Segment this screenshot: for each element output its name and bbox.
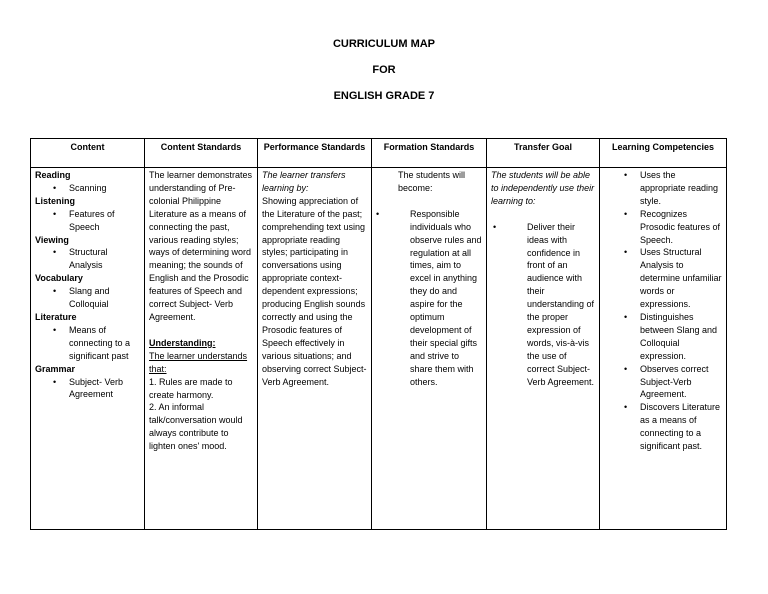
content-heading: Viewing bbox=[35, 234, 69, 245]
content-item: • Subject- Verb Agreement bbox=[35, 376, 140, 402]
content-heading: Vocabulary bbox=[35, 273, 83, 284]
content-group-reading bbox=[35, 169, 140, 195]
header-transfer-goal: Transfer Goal bbox=[487, 139, 600, 168]
performance-text: Showing appreciation of the Literature of the past; comprehending text using appropriate reading styles; participating in conversations using appropriate context-dependent expressions; producing English sounds correctly and using the Prosodic features of Speech effectively in various situations; and observing correct Subject-Verb Agreement. bbox=[262, 195, 367, 387]
cell-learning-competencies bbox=[600, 168, 727, 530]
content-item: • Structural Analysis bbox=[35, 246, 140, 272]
formation-bullet bbox=[376, 208, 482, 389]
formation-intro: The students will become: bbox=[398, 170, 466, 193]
curriculum-table bbox=[30, 138, 727, 530]
body-row bbox=[31, 168, 727, 530]
content-group-listening bbox=[35, 195, 140, 234]
transfer-intro: The students will be able to independently use their learning to: bbox=[491, 170, 595, 206]
transfer-bullet bbox=[491, 221, 595, 389]
header-learning-competencies: Learning Competencies bbox=[600, 139, 727, 168]
competency-item: • Uses Structural Analysis to determine unfamiliar words or expressions. bbox=[604, 246, 722, 311]
understanding-label: Understanding: bbox=[149, 337, 216, 348]
header-content: Content bbox=[31, 139, 145, 168]
content-item: • Means of connecting to a significant past bbox=[35, 324, 140, 363]
content-group-viewing bbox=[35, 234, 140, 273]
header-content-standards: Content Standards bbox=[145, 139, 258, 168]
content-group-vocabulary bbox=[35, 272, 140, 311]
title-line-3: ENGLISH GRADE 7 bbox=[333, 90, 435, 102]
content-standards-text: The learner demonstrates understanding of Pre-colonial Philippine Literature as a means of connecting the past, various reading styles; ways of determining word meaning; the sounds of English and the Prosodic features of Speech and correct Subject- Verb Agreement. bbox=[149, 170, 253, 322]
cell-content-standards bbox=[145, 168, 258, 530]
cell-formation-standards bbox=[372, 168, 487, 530]
title-line-2: FOR bbox=[372, 64, 396, 76]
cell-content bbox=[31, 168, 145, 530]
competency-item: • Observes correct Subject-Verb Agreement. bbox=[604, 363, 722, 402]
competency-item: • Discovers Literature as a means of connecting to a significant past. bbox=[604, 401, 722, 453]
transfer-bullet-text: • Deliver their ideas with confidence in front of an audience with their understanding of the proper expression of words, vis-à-vis the use of correct Subject-Verb Agreement. bbox=[527, 221, 595, 387]
content-heading: Listening bbox=[35, 195, 75, 206]
header-formation-standards: Formation Standards bbox=[372, 139, 487, 168]
content-heading: Literature bbox=[35, 311, 77, 322]
competency-item: • Recognizes Prosodic features of Speech. bbox=[604, 208, 722, 247]
content-item: • Slang and Colloquial bbox=[35, 285, 140, 311]
content-heading: Reading bbox=[35, 170, 71, 180]
formation-bullet-text: • Responsible individuals who observe rules and regulation at all times, aim to excel in anything they do and aspire for the optimum development of their special gifts and strive to share them with others. bbox=[410, 208, 482, 387]
understanding-point-2: 2. An informal talk/conversation would always contribute to lighten ones' mood. bbox=[149, 402, 243, 452]
content-item: • Features of Speech bbox=[35, 208, 140, 234]
competency-item: • Uses the appropriate reading style. bbox=[604, 169, 722, 208]
title-line-1: CURRICULUM MAP bbox=[332, 38, 436, 50]
competency-item: • Distinguishes between Slang and Colloquial expression. bbox=[604, 311, 722, 363]
content-group-literature bbox=[35, 311, 140, 363]
header-row bbox=[31, 139, 727, 168]
header-performance-standards: Performance Standards bbox=[258, 139, 372, 168]
content-heading: Grammar bbox=[35, 363, 76, 374]
cell-transfer-goal bbox=[487, 168, 600, 530]
content-item: • Scanning bbox=[35, 182, 140, 195]
cell-performance-standards bbox=[258, 168, 372, 530]
competency-list bbox=[604, 169, 722, 453]
understands-label: The learner understands that: bbox=[149, 350, 248, 374]
understanding-point-1: 1. Rules are made to create harmony. bbox=[149, 376, 233, 400]
performance-intro: The learner transfers learning by: bbox=[262, 170, 346, 193]
content-group-grammar bbox=[35, 363, 140, 402]
